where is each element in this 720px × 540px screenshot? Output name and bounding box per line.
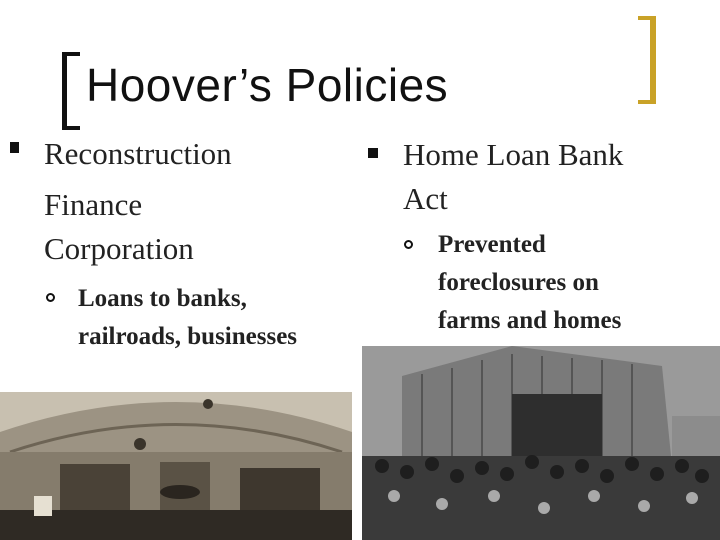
title-bracket-right [650, 16, 656, 104]
title-bracket-right-top [638, 16, 656, 20]
left-sub-line-1: Loans to banks, [78, 285, 247, 312]
right-sub-line-2: foreclosures on [438, 269, 599, 296]
right-sub-line-1: Prevented [438, 231, 546, 258]
left-heading-line-2: Finance [44, 187, 143, 222]
left-heading-line-1: Reconstruction [44, 136, 232, 171]
square-bullet-icon [368, 148, 378, 158]
right-heading-line-2: Act [403, 181, 448, 216]
title-bracket-left-bottom [62, 126, 80, 130]
title-bracket-left-top [62, 52, 80, 56]
title-bracket-left [62, 52, 67, 130]
circle-bullet-icon [46, 293, 55, 302]
right-heading-line-1: Home Loan Bank [403, 137, 624, 172]
slide-title: Hoover’s Policies [86, 59, 449, 111]
bank-interior-photo [0, 392, 352, 540]
circle-bullet-icon [404, 240, 413, 249]
title-bracket-right-bottom [638, 100, 656, 104]
farm-crowd-illustration [362, 346, 720, 540]
right-sub-line-3: farms and homes [438, 307, 622, 334]
left-sub-line-2: railroads, businesses [78, 323, 298, 350]
left-heading-line-3: Corporation [44, 231, 194, 266]
square-bullet-icon [10, 142, 19, 153]
farm-crowd-photo [362, 346, 720, 540]
bank-interior-illustration [0, 392, 352, 540]
